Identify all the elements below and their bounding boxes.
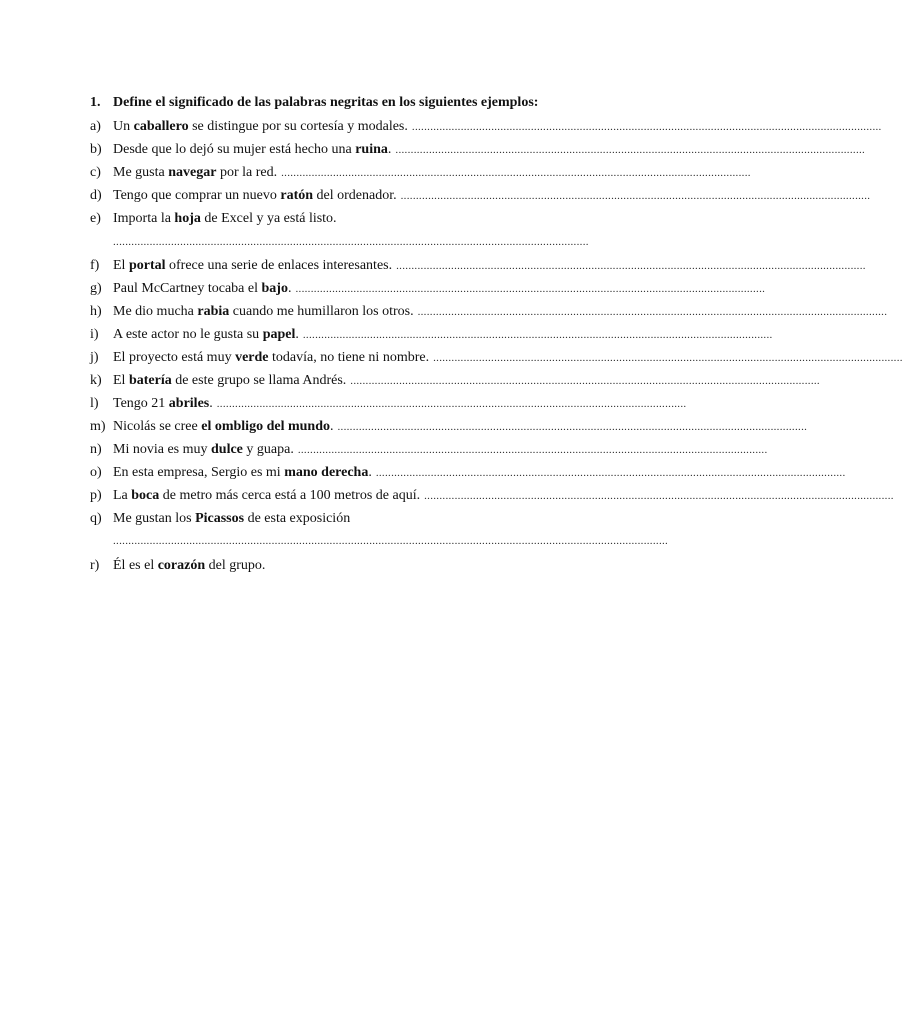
item-sentence: Mi novia es muy dulce y guapa. [113, 442, 294, 457]
exercise-item-i [90, 325, 773, 345]
bold-term: verde [235, 350, 269, 365]
exercise-item-a [90, 117, 882, 137]
bold-term: rabia [197, 304, 230, 319]
item-sentence: Desde que lo dejó su mujer está hecho una ruina. [113, 142, 392, 157]
answer-line[interactable]: ............................................................................................................................................................ [113, 236, 589, 248]
answer-line[interactable]: .......................................................................................................................................................... [302, 329, 773, 341]
answer-line[interactable]: .......................................................................................................................................................... [400, 190, 871, 202]
answer-line[interactable]: .......................................................................................................................................................... [395, 144, 866, 156]
exercise-heading [90, 93, 710, 113]
item-letter: n) [90, 442, 102, 457]
exercise-item-o [90, 463, 846, 483]
bold-term: boca [131, 488, 160, 503]
bold-term: el ombligo del mundo [201, 419, 330, 434]
item-letter: g) [90, 281, 102, 296]
item-sentence: Nicolás se cree el ombligo del mundo. [113, 419, 334, 434]
item-sentence: Tengo que comprar un nuevo ratón del ordenador. [113, 188, 397, 203]
item-sentence: En esta empresa, Sergio es mi mano derecha. [113, 465, 372, 480]
exercise-item-q [90, 509, 704, 529]
answer-line[interactable]: .......................................................................................................................................................... [297, 444, 768, 456]
item-sentence: El proyecto está muy verde todavía, no tiene ni nombre. [113, 350, 430, 365]
item-letter: p) [90, 488, 102, 503]
bold-term: navegar [168, 165, 217, 180]
exercise-item-p [90, 486, 894, 506]
answer-line[interactable]: .......................................................................................................................................................... [411, 121, 882, 133]
answer-line[interactable]: .......................................................................................................................................................... [337, 421, 808, 433]
item-letter: i) [90, 327, 99, 342]
bold-term: papel [262, 327, 296, 342]
item-letter: q) [90, 511, 102, 526]
answer-line[interactable]: ...................................................................................................................................................................................... [113, 535, 669, 547]
item-letter: d) [90, 188, 102, 203]
answer-line[interactable]: .......................................................................................................................................................... [424, 490, 894, 502]
answer-line[interactable]: .......................................................................................................................................................... [281, 167, 751, 179]
item-sentence: Él es el corazón del grupo. [113, 558, 266, 573]
exercise-item-r [90, 556, 704, 576]
bold-term: abriles [168, 396, 210, 411]
item-sentence: Paul McCartney tocaba el bajo. [113, 281, 292, 296]
item-sentence: Me dio mucha rabia cuando me humillaron los otros. [113, 304, 414, 319]
bold-term: mano derecha [284, 465, 369, 480]
item-sentence: Un caballero se distingue por su cortesía y modales. [113, 119, 408, 134]
exercise-item-m [90, 417, 808, 437]
bold-term: Picassos [195, 511, 245, 526]
item-letter: l) [90, 396, 99, 411]
item-sentence: Importa la hoja de Excel y ya está listo. [113, 211, 337, 226]
exercise-item-j [90, 348, 903, 368]
exercise-item-h [90, 302, 888, 322]
exercise-item-k [90, 371, 820, 391]
bold-term: ruina [355, 142, 388, 157]
exercise-item-f [90, 256, 866, 276]
item-sentence: El portal ofrece una serie de enlaces interesantes. [113, 258, 393, 273]
item-letter: k) [90, 373, 102, 388]
item-sentence: La boca de metro más cerca está a 100 metros de aquí. [113, 488, 421, 503]
answer-line[interactable]: .......................................................................................................................................................... [433, 352, 903, 364]
bold-term: caballero [133, 119, 189, 134]
item-sentence: A este actor no le gusta su papel. [113, 327, 299, 342]
exercise-item-l [90, 394, 704, 414]
bold-term: corazón [157, 558, 206, 573]
exercise-item-g [90, 279, 766, 299]
item-letter: c) [90, 165, 101, 180]
item-letter: j) [90, 350, 99, 365]
item-sentence: Tengo 21 abriles. [113, 396, 213, 411]
exercise-item-d [90, 186, 871, 206]
bold-term: ratón [280, 188, 314, 203]
exercise-item-c [90, 163, 751, 183]
item-letter: r) [90, 558, 100, 573]
bold-term: portal [128, 258, 166, 273]
answer-line[interactable]: .......................................................................................................................................................... [396, 260, 866, 272]
item-letter: e) [90, 211, 101, 226]
item-sentence: Me gustan los Picassos de esta exposición [113, 511, 351, 526]
item-letter: m) [90, 419, 106, 434]
bold-term: dulce [211, 442, 243, 457]
item-sentence: El batería de este grupo se llama Andrés. [113, 373, 347, 388]
bold-term: batería [128, 373, 172, 388]
answer-line[interactable]: .......................................................................................................................................................... [417, 306, 888, 318]
item-letter: h) [90, 304, 102, 319]
item-sentence: Me gusta navegar por la red. [113, 165, 278, 180]
answer-line[interactable]: .......................................................................................................................................................... [375, 467, 846, 479]
exercise-number: 1. [90, 95, 101, 110]
answer-line[interactable]: .......................................................................................................................................................... [216, 398, 687, 410]
bold-term: bajo [261, 281, 288, 296]
item-letter: f) [90, 258, 100, 273]
exercise-item-b [90, 140, 866, 160]
exercise-instruction: Define el significado de las palabras negritas en los siguientes ejemplos: [113, 95, 539, 110]
item-letter: o) [90, 465, 102, 480]
bold-term: hoja [174, 211, 201, 226]
answer-line[interactable]: .......................................................................................................................................................... [350, 375, 820, 387]
exercise-item-e [90, 209, 704, 229]
item-letter: a) [90, 119, 101, 134]
answer-line[interactable]: .......................................................................................................................................................... [295, 283, 766, 295]
item-letter: b) [90, 142, 102, 157]
exercise-item-n [90, 440, 768, 460]
